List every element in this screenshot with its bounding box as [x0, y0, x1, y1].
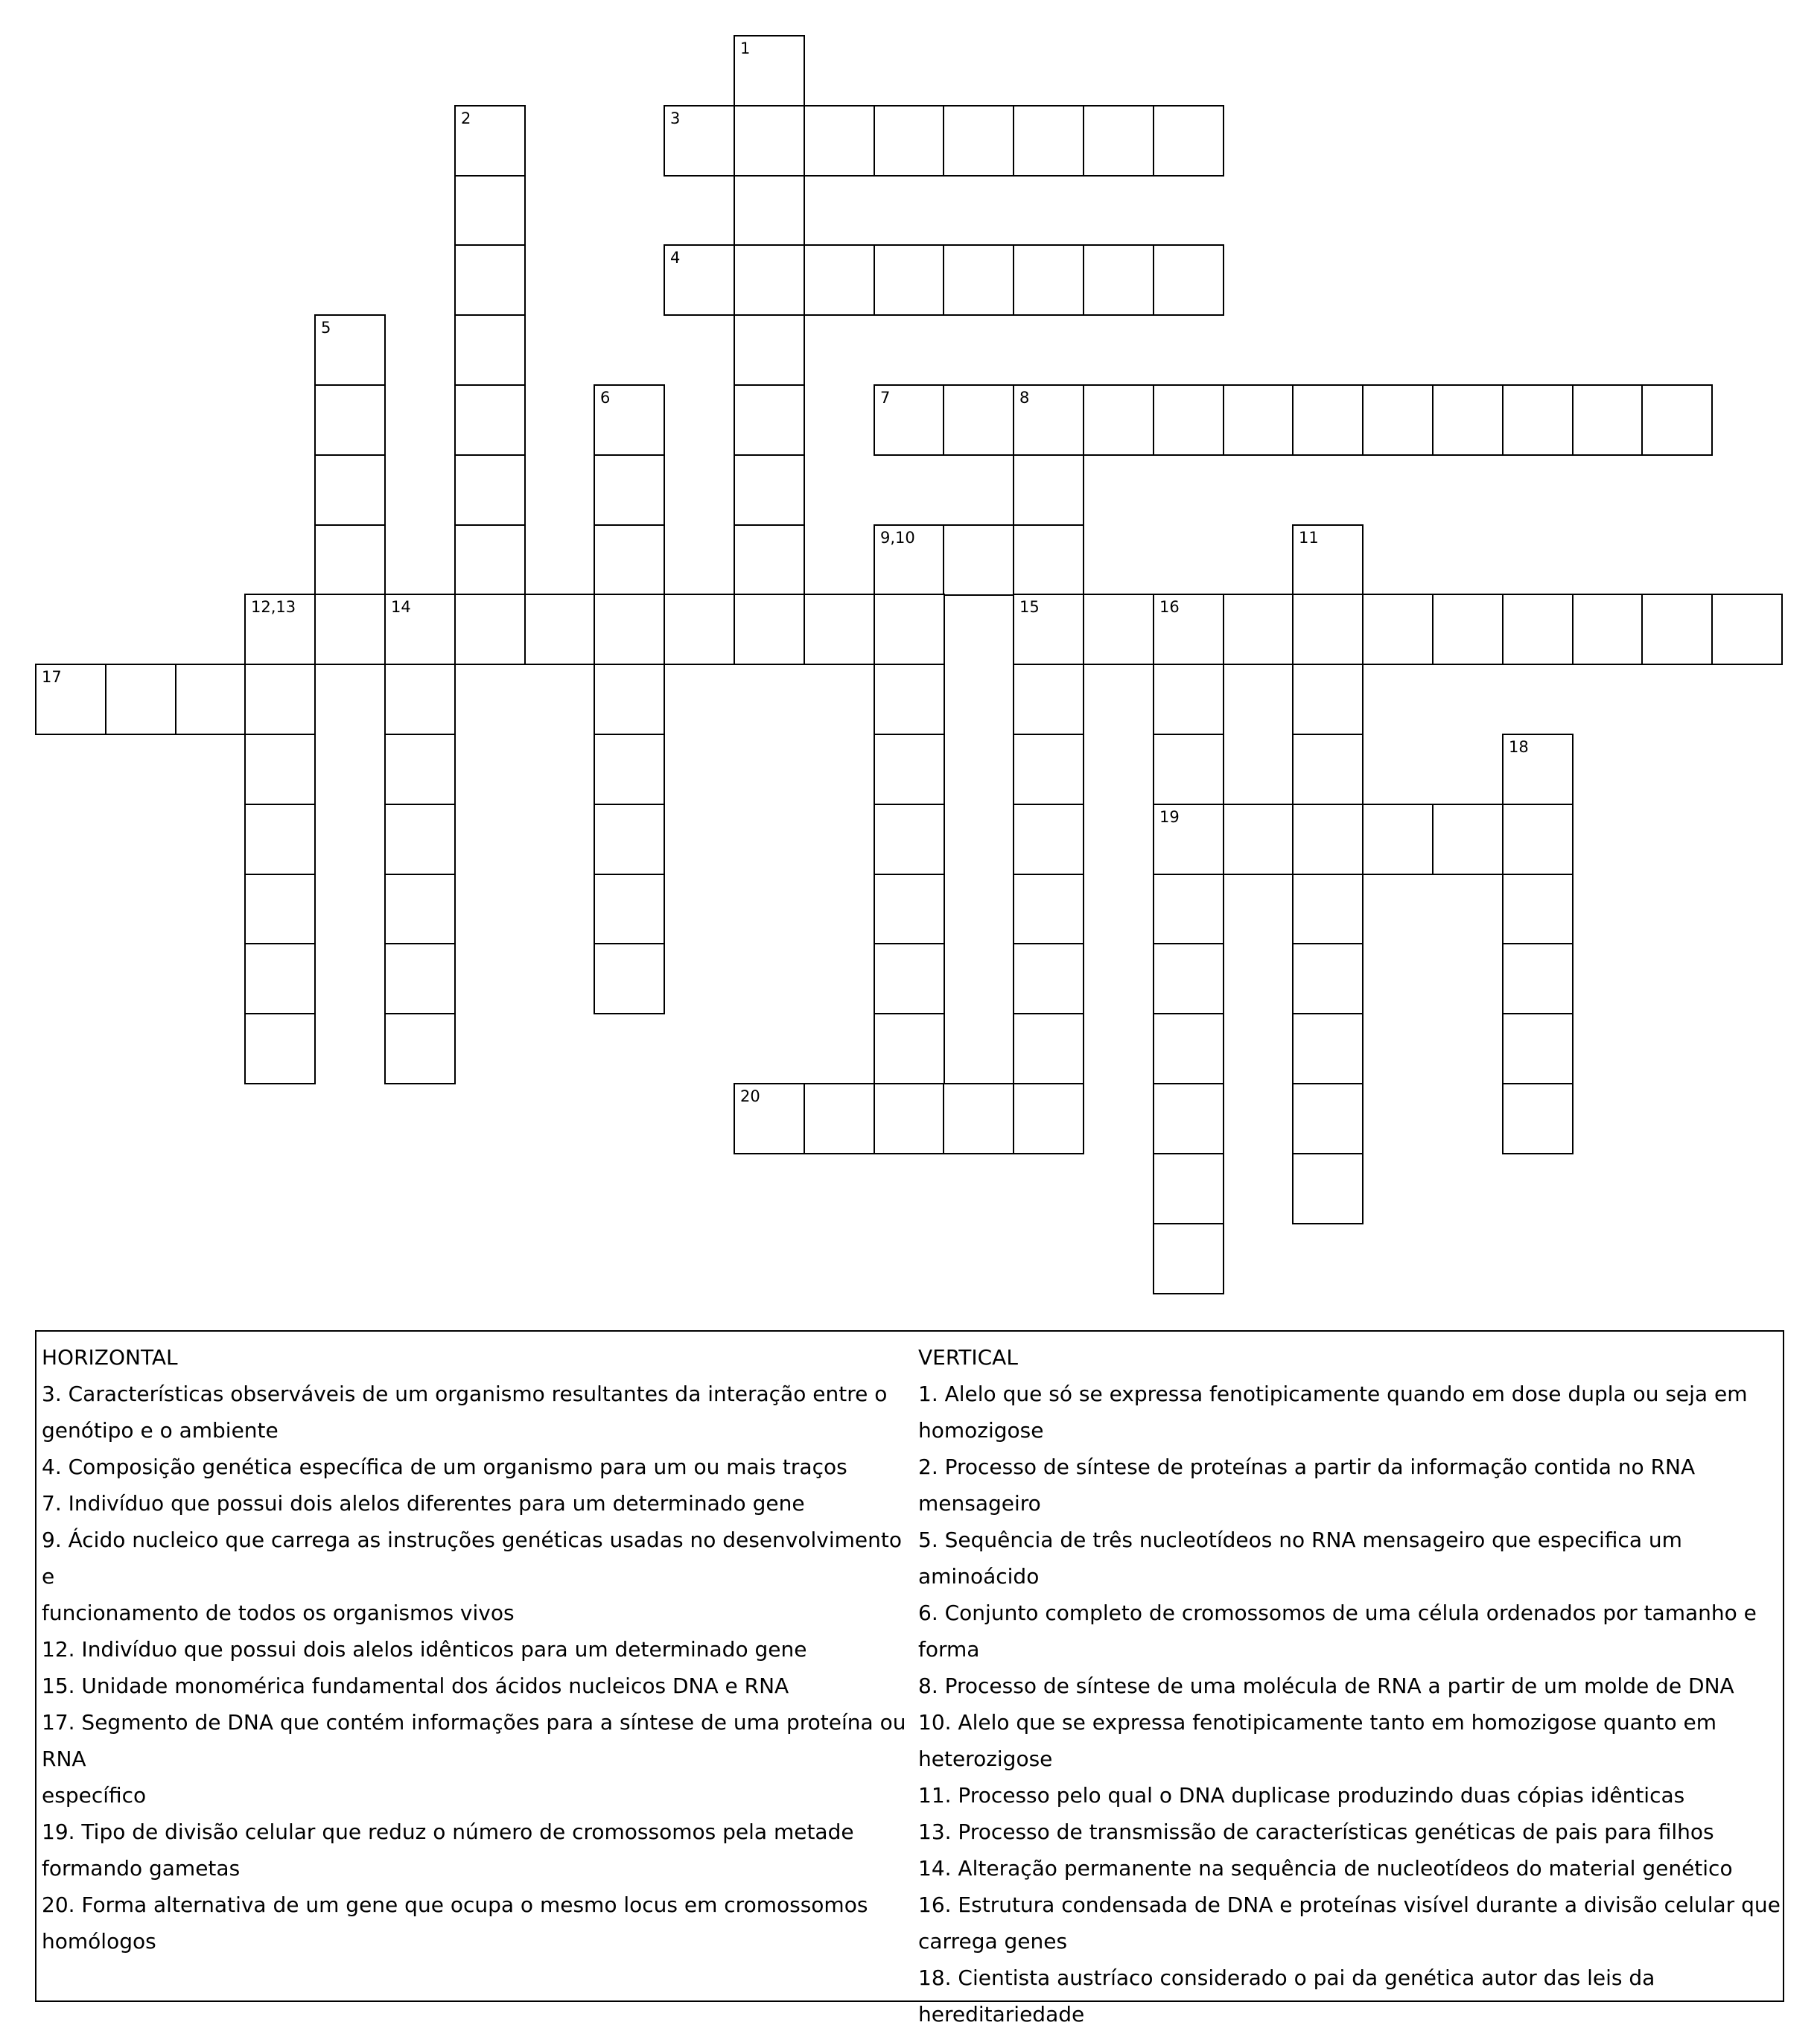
crossword-cell[interactable]	[1013, 524, 1084, 596]
crossword-cell[interactable]	[314, 524, 386, 596]
crossword-cell[interactable]	[804, 244, 875, 316]
crossword-cell[interactable]	[1292, 594, 1364, 665]
crossword-cell[interactable]	[1013, 594, 1084, 665]
crossword-cell[interactable]	[384, 943, 456, 1014]
clue-number: 18	[1509, 738, 1529, 756]
crossword-cell[interactable]	[1013, 1013, 1084, 1084]
clue-number: 20	[740, 1087, 760, 1105]
crossword-cell[interactable]	[1223, 384, 1294, 456]
crossword-cell[interactable]	[1502, 1083, 1574, 1154]
crossword-cell[interactable]	[1153, 1153, 1224, 1224]
crossword-cell[interactable]	[874, 804, 945, 875]
vertical-clue-line: heterozigose	[918, 1747, 1053, 1771]
crossword-cell[interactable]	[1083, 384, 1154, 456]
crossword-cell[interactable]	[734, 594, 805, 665]
crossword-cell[interactable]	[1362, 804, 1434, 875]
vertical-clue-line: 10. Alelo que se expressa fenotipicamente tanto em homozigose quanto em	[918, 1710, 1716, 1735]
crossword-cell[interactable]	[1502, 1013, 1574, 1084]
crossword-cell[interactable]	[594, 874, 665, 945]
crossword-cell[interactable]	[594, 734, 665, 805]
vertical-clue-line: 8. Processo de síntese de uma molécula de RNA a partir de um molde de DNA	[918, 1674, 1734, 1698]
crossword-cell[interactable]	[804, 594, 875, 665]
crossword-cell[interactable]	[1013, 105, 1084, 177]
crossword-cell[interactable]	[1502, 384, 1574, 456]
crossword-cell[interactable]	[734, 244, 805, 316]
horizontal-clue-line: 3. Características observáveis de um organismo resultantes da interação entre o	[42, 1382, 888, 1406]
vertical-clue-line: 16. Estrutura condensada de DNA e proteínas visível durante a divisão celular que	[918, 1892, 1781, 1917]
horizontal-clue-line: específico	[42, 1783, 147, 1808]
crossword-cell[interactable]	[874, 244, 945, 316]
crossword-cell[interactable]	[244, 734, 316, 805]
crossword-cell[interactable]	[874, 384, 945, 456]
crossword-cell[interactable]	[35, 664, 106, 735]
vertical-clue-line: 11. Processo pelo qual o DNA duplicase produzindo duas cópias idênticas	[918, 1783, 1685, 1808]
clue-number: 4	[670, 249, 681, 267]
crossword-cell[interactable]	[1292, 943, 1364, 1014]
crossword-cell[interactable]	[175, 664, 246, 735]
crossword-cell[interactable]	[1153, 594, 1224, 665]
crossword-cell[interactable]	[874, 105, 945, 177]
crossword-cell[interactable]	[943, 1083, 1014, 1154]
horizontal-clue-line: 19. Tipo de divisão celular que reduz o número de cromossomos pela metade	[42, 1820, 854, 1844]
crossword-cell[interactable]	[524, 594, 596, 665]
crossword-cell[interactable]	[1502, 943, 1574, 1014]
vertical-clue-line: 2. Processo de síntese de proteínas a partir da informação contida no RNA	[918, 1455, 1696, 1479]
crossword-cell[interactable]	[454, 105, 526, 177]
crossword-cell[interactable]	[244, 594, 316, 665]
crossword-cell[interactable]	[1013, 943, 1084, 1014]
crossword-cell[interactable]	[1153, 384, 1224, 456]
crossword-cell[interactable]	[804, 1083, 875, 1154]
clue-number: 5	[321, 319, 331, 337]
horizontal-clue-list	[42, 1376, 917, 1960]
crossword-cell[interactable]	[454, 244, 526, 316]
crossword-cell[interactable]	[664, 244, 735, 316]
crossword-cell[interactable]	[1083, 105, 1154, 177]
horizontal-clue-line: funcionamento de todos os organismos vivos	[42, 1601, 515, 1625]
crossword-cell[interactable]	[1013, 384, 1084, 456]
crossword-cell[interactable]	[734, 454, 805, 526]
crossword-cell[interactable]	[943, 105, 1014, 177]
clue-number: 17	[42, 668, 62, 686]
crossword-cell[interactable]	[594, 943, 665, 1014]
vertical-clue-line: 14. Alteração permanente na sequência de nucleotídeos do material genético	[918, 1856, 1733, 1881]
clue-number: 11	[1299, 529, 1319, 547]
clue-number: 1	[740, 39, 751, 57]
crossword-cell[interactable]	[1292, 804, 1364, 875]
crossword-cell[interactable]	[1641, 594, 1713, 665]
crossword-cell[interactable]	[384, 1013, 456, 1084]
horizontal-clue-line: genótipo e o ambiente	[42, 1418, 279, 1443]
crossword-cell[interactable]	[1432, 594, 1504, 665]
crossword-cell[interactable]	[874, 664, 945, 735]
horizontal-clue-line: 17. Segmento de DNA que contém informações para a síntese de uma proteína ou RNA	[42, 1710, 906, 1771]
crossword-cell[interactable]	[1153, 1013, 1224, 1084]
crossword-cell[interactable]	[314, 454, 386, 526]
crossword-cell[interactable]	[594, 594, 665, 665]
crossword-cell[interactable]	[594, 664, 665, 735]
crossword-cell[interactable]	[1502, 804, 1574, 875]
vertical-clue-line: 6. Conjunto completo de cromossomos de uma célula ordenados por tamanho e forma	[918, 1601, 1757, 1662]
crossword-cell[interactable]	[1292, 384, 1364, 456]
horizontal-clues	[42, 1339, 917, 1960]
crossword-cell[interactable]	[1292, 524, 1364, 596]
vertical-heading: VERTICAL	[918, 1345, 1018, 1370]
crossword-cell[interactable]	[1153, 1223, 1224, 1294]
crossword-cell[interactable]	[454, 175, 526, 247]
crossword-cell[interactable]	[664, 105, 735, 177]
crossword-cell[interactable]	[1292, 1153, 1364, 1224]
clue-number: 2	[461, 109, 471, 127]
crossword-cell[interactable]	[874, 1083, 945, 1154]
crossword-cell[interactable]	[734, 314, 805, 386]
crossword-cell[interactable]	[384, 874, 456, 945]
clue-number: 7	[880, 389, 891, 407]
crossword-cell[interactable]	[1013, 734, 1084, 805]
crossword-cell[interactable]	[1153, 105, 1224, 177]
crossword-cell[interactable]	[454, 454, 526, 526]
crossword-cell[interactable]	[454, 524, 526, 596]
horizontal-clue-line: homólogos	[42, 1929, 156, 1954]
horizontal-clue-line: 4. Composição genética específica de um organismo para um ou mais traços	[42, 1455, 847, 1479]
crossword-cell[interactable]	[244, 664, 316, 735]
crossword-cell[interactable]	[454, 384, 526, 456]
crossword-cell[interactable]	[105, 664, 176, 735]
crossword-cell[interactable]	[454, 314, 526, 386]
crossword-cell[interactable]	[1292, 734, 1364, 805]
crossword-cell[interactable]	[1432, 804, 1504, 875]
crossword-cell[interactable]	[1223, 804, 1294, 875]
clue-number: 8	[1019, 389, 1030, 407]
vertical-clue-line: 13. Processo de transmissão de características genéticas de pais para filhos	[918, 1820, 1714, 1844]
vertical-clue-line: homozigose	[918, 1418, 1044, 1443]
crossword-cell[interactable]	[734, 524, 805, 596]
crossword-cell[interactable]	[874, 943, 945, 1014]
clues-box	[35, 1330, 1784, 2027]
crossword-cell[interactable]	[874, 874, 945, 945]
crossword-cell[interactable]	[314, 384, 386, 456]
crossword-cell[interactable]	[1013, 454, 1084, 526]
crossword-cell[interactable]	[1153, 664, 1224, 735]
crossword-cell[interactable]	[1013, 874, 1084, 945]
crossword-cell[interactable]	[1292, 1083, 1364, 1154]
crossword-cell[interactable]	[1502, 874, 1574, 945]
crossword-cell[interactable]	[384, 594, 456, 665]
crossword-cell[interactable]	[1013, 1083, 1084, 1154]
crossword-cell[interactable]	[384, 734, 456, 805]
horizontal-clue-line: 7. Indivíduo que possui dois alelos diferentes para um determinado gene	[42, 1491, 805, 1516]
clue-number: 6	[600, 389, 611, 407]
crossword-cell[interactable]	[1362, 594, 1434, 665]
clue-number: 19	[1159, 808, 1180, 826]
crossword-cell[interactable]	[874, 1013, 945, 1084]
crossword-cell[interactable]	[1711, 594, 1783, 665]
crossword-cell[interactable]	[664, 594, 735, 665]
vertical-clue-line: 1. Alelo que só se expressa fenotipicamente quando em dose dupla ou seja em	[918, 1382, 1748, 1406]
crossword-cell[interactable]	[314, 314, 386, 386]
crossword-cell[interactable]	[1362, 384, 1434, 456]
crossword-cell[interactable]	[1572, 594, 1644, 665]
clue-number: 16	[1159, 598, 1180, 616]
crossword-cell[interactable]	[1502, 734, 1574, 805]
crossword-cell[interactable]	[1083, 594, 1154, 665]
clue-number: 15	[1019, 598, 1040, 616]
crossword-cell[interactable]	[874, 734, 945, 805]
crossword-cell[interactable]	[1153, 804, 1224, 875]
crossword-cell[interactable]	[1223, 594, 1294, 665]
crossword-cell[interactable]	[1153, 874, 1224, 945]
crossword-cell[interactable]	[734, 175, 805, 247]
vertical-clues	[918, 1339, 1782, 2033]
crossword-cell[interactable]	[384, 804, 456, 875]
crossword-cell[interactable]	[734, 1083, 805, 1154]
crossword-cell[interactable]	[1292, 874, 1364, 945]
clue-number: 9,10	[880, 529, 915, 547]
crossword-cell[interactable]	[454, 594, 526, 665]
horizontal-heading: HORIZONTAL	[42, 1345, 178, 1370]
crossword-cell[interactable]	[1502, 594, 1574, 665]
vertical-clue-line: hereditariedade	[918, 2002, 1085, 2027]
crossword-cell[interactable]	[244, 804, 316, 875]
crossword-cell[interactable]	[874, 524, 945, 596]
crossword-cell[interactable]	[734, 384, 805, 456]
crossword-cell[interactable]	[943, 244, 1014, 316]
crossword-cell[interactable]	[384, 664, 456, 735]
crossword-cell[interactable]	[244, 1013, 316, 1084]
horizontal-clue-line: 12. Indivíduo que possui dois alelos idênticos para um determinado gene	[42, 1637, 807, 1662]
crossword-cell[interactable]	[943, 524, 1014, 596]
crossword-cell[interactable]	[1432, 384, 1504, 456]
horizontal-clue-line: 20. Forma alternativa de um gene que ocupa o mesmo locus em cromossomos	[42, 1892, 868, 1917]
crossword-cell[interactable]	[1292, 1013, 1364, 1084]
horizontal-clue-line: 15. Unidade monomérica fundamental dos ácidos nucleicos DNA e RNA	[42, 1674, 789, 1698]
crossword-cell[interactable]	[594, 384, 665, 456]
crossword-cell[interactable]	[1083, 244, 1154, 316]
clue-number: 3	[670, 109, 681, 127]
crossword-cell[interactable]	[1013, 244, 1084, 316]
crossword-cell[interactable]	[1013, 804, 1084, 875]
crossword-cell[interactable]	[594, 454, 665, 526]
crossword-cell[interactable]	[734, 105, 805, 177]
vertical-clue-line: carrega genes	[918, 1929, 1068, 1954]
crossword-cell[interactable]	[1153, 244, 1224, 316]
crossword-cell[interactable]	[1572, 384, 1644, 456]
crossword-cell[interactable]	[1641, 384, 1713, 456]
crossword-cell[interactable]	[1292, 664, 1364, 735]
crossword-cell[interactable]	[1153, 734, 1224, 805]
crossword-cell[interactable]	[1153, 1083, 1224, 1154]
crossword-cell[interactable]	[734, 35, 805, 107]
horizontal-clue-line: formando gametas	[42, 1856, 241, 1881]
crossword-cell[interactable]	[804, 105, 875, 177]
clue-number: 12,13	[251, 598, 296, 616]
clue-number: 14	[391, 598, 411, 616]
crossword-cell[interactable]	[244, 943, 316, 1014]
crossword-cell[interactable]	[943, 384, 1014, 456]
crossword-cell[interactable]	[1013, 664, 1084, 735]
vertical-clue-line: mensageiro	[918, 1491, 1041, 1516]
vertical-clue-line: 5. Sequência de três nucleotídeos no RNA mensageiro que especifica um aminoácido	[918, 1528, 1682, 1589]
horizontal-clue-line: 9. Ácido nucleico que carrega as instruções genéticas usadas no desenvolvimento e	[42, 1528, 902, 1589]
crossword-cell[interactable]	[1153, 943, 1224, 1014]
crossword-cell[interactable]	[244, 874, 316, 945]
vertical-clue-line: 18. Cientista austríaco considerado o pai da genética autor das leis da	[918, 1965, 1655, 1990]
vertical-clue-list	[918, 1376, 1782, 2033]
crossword-cell[interactable]	[594, 804, 665, 875]
crossword-cell[interactable]	[314, 594, 386, 665]
crossword-cell[interactable]	[594, 524, 665, 596]
crossword-cell[interactable]	[874, 594, 945, 665]
